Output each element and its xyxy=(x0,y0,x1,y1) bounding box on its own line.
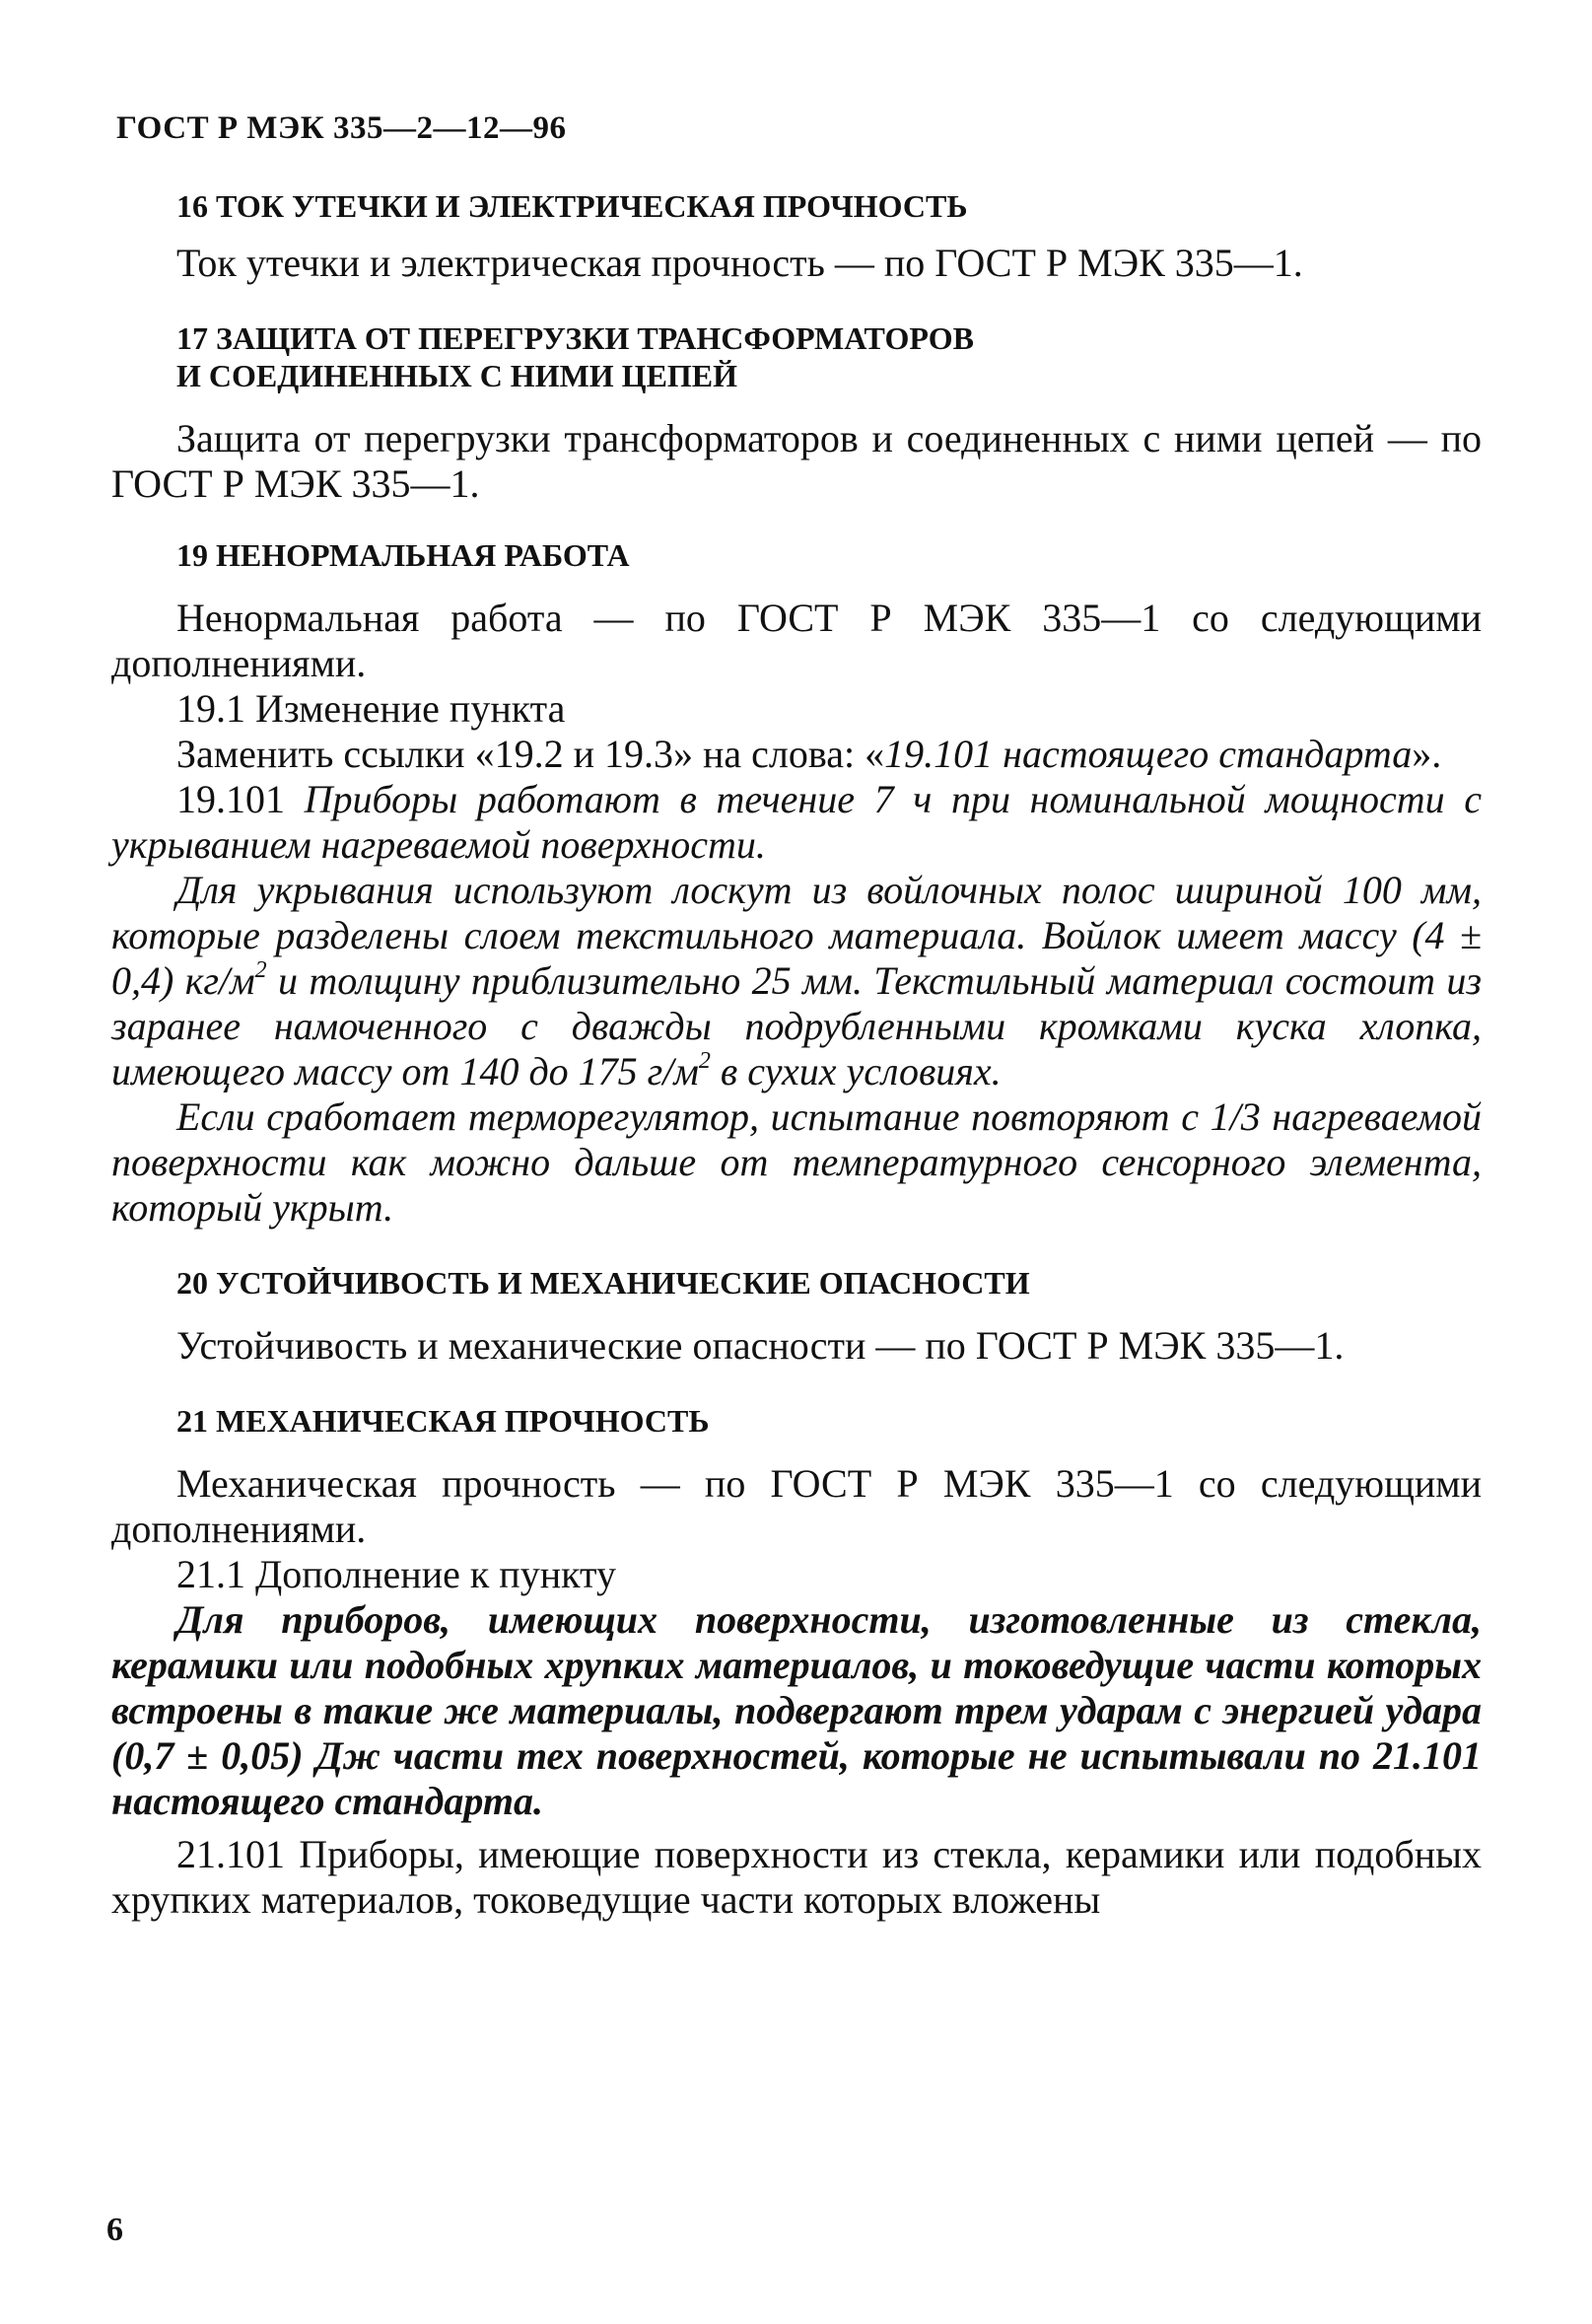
clause-19-1-text-ref: 19.101 настоящего стандарта xyxy=(884,732,1413,776)
clause-21-1-text: Для приборов, имеющих поверхности, изготовленные из стекла, керамики или подобных хрупких материалов, и токоведущие части которых встроены в такие же материалы, подвергают трем ударам с энергией удара (0,7 ± 0,05) Дж части тех поверхностей, которые не испытывали по 21.101 настоящего стандарта. xyxy=(111,1597,1482,1823)
section-17-heading-line2: И СОЕДИНЕННЫХ С НИМИ ЦЕПЕЙ xyxy=(176,358,738,393)
section-21-intro: Механическая прочность — по ГОСТ Р МЭК 335—1 со следующими дополнениями. xyxy=(111,1461,1482,1551)
clause-19-101-number: 19.101 xyxy=(176,777,305,821)
clause-19-101-para-2-a: Для укрывания используют лоскут из войлочных полос шириной 100 мм, которые разделены слоем текстильного материала. Войлок имеет массу (4 ± 0,4) кг/м xyxy=(111,868,1482,1003)
section-19-heading: 19 НЕНОРМАЛЬНАЯ РАБОТА xyxy=(176,537,630,573)
clause-19-1-text-c: ». xyxy=(1412,732,1442,776)
clause-19-101-text: Приборы работают в течение 7 ч при номинальной мощности с укрыванием нагреваемой поверхности. xyxy=(111,777,1482,867)
section-16-text: Ток утечки и электрическая прочность — по ГОСТ Р МЭК 335—1. xyxy=(176,241,1303,285)
clause-19-1-text xyxy=(111,732,1482,777)
clause-21-101-text: 21.101 Приборы, имеющие поверхности из стекла, керамики или подобных хрупких материалов, токоведущие части которых вложены xyxy=(111,1832,1482,1922)
clause-19-1-title: 19.1 Изменение пункта xyxy=(176,686,566,731)
running-head: ГОСТ Р МЭК 335—2—12—96 xyxy=(116,110,567,146)
clause-19-101-para-2-b: и толщину приблизительно 25 мм. Текстильный материал состоит из заранее намоченного с дважды подрубленными кромками куска хлопка, имеющего массу от 140 до 175 г/м xyxy=(111,958,1482,1093)
section-17-heading-line1: 17 ЗАЩИТА ОТ ПЕРЕГРУЗКИ ТРАНСФОРМАТОРОВ xyxy=(176,320,974,356)
section-20-heading: 20 УСТОЙЧИВОСТЬ И МЕХАНИЧЕСКИЕ ОПАСНОСТИ xyxy=(176,1265,1030,1301)
superscript-2: 2 xyxy=(254,957,267,984)
section-19-intro: Ненормальная работа — по ГОСТ Р МЭК 335—1 со следующими дополнениями. xyxy=(111,596,1482,685)
clause-19-101-para-2-c: в сухих условиях. xyxy=(710,1049,1002,1093)
page-number: 6 xyxy=(106,2212,123,2248)
clause-19-1-text-a: Заменить ссылки «19.2 и 19.3» на слова: « xyxy=(176,732,885,776)
section-21-heading: 21 МЕХАНИЧЕСКАЯ ПРОЧНОСТЬ xyxy=(176,1403,710,1439)
page-content xyxy=(111,187,1482,1923)
superscript-2: 2 xyxy=(698,1048,711,1075)
clause-19-101-para-2 xyxy=(111,868,1482,1094)
section-17-text: Защита от перегрузки трансформаторов и соединенных с ними цепей — по ГОСТ Р МЭК 335—1. xyxy=(111,416,1482,506)
section-16-heading: 16 ТОК УТЕЧКИ И ЭЛЕКТРИЧЕСКАЯ ПРОЧНОСТЬ xyxy=(176,188,968,224)
clause-21-1-title: 21.1 Дополнение к пункту xyxy=(176,1552,616,1596)
section-20-text: Устойчивость и механические опасности — по ГОСТ Р МЭК 335—1. xyxy=(176,1323,1345,1368)
clause-19-101 xyxy=(111,777,1482,868)
clause-19-101-para-3: Если сработает терморегулятор, испытание повторяют с 1/3 нагреваемой поверхности как можно дальше от температурного сенсорного элемента, который укрыт. xyxy=(111,1094,1482,1230)
